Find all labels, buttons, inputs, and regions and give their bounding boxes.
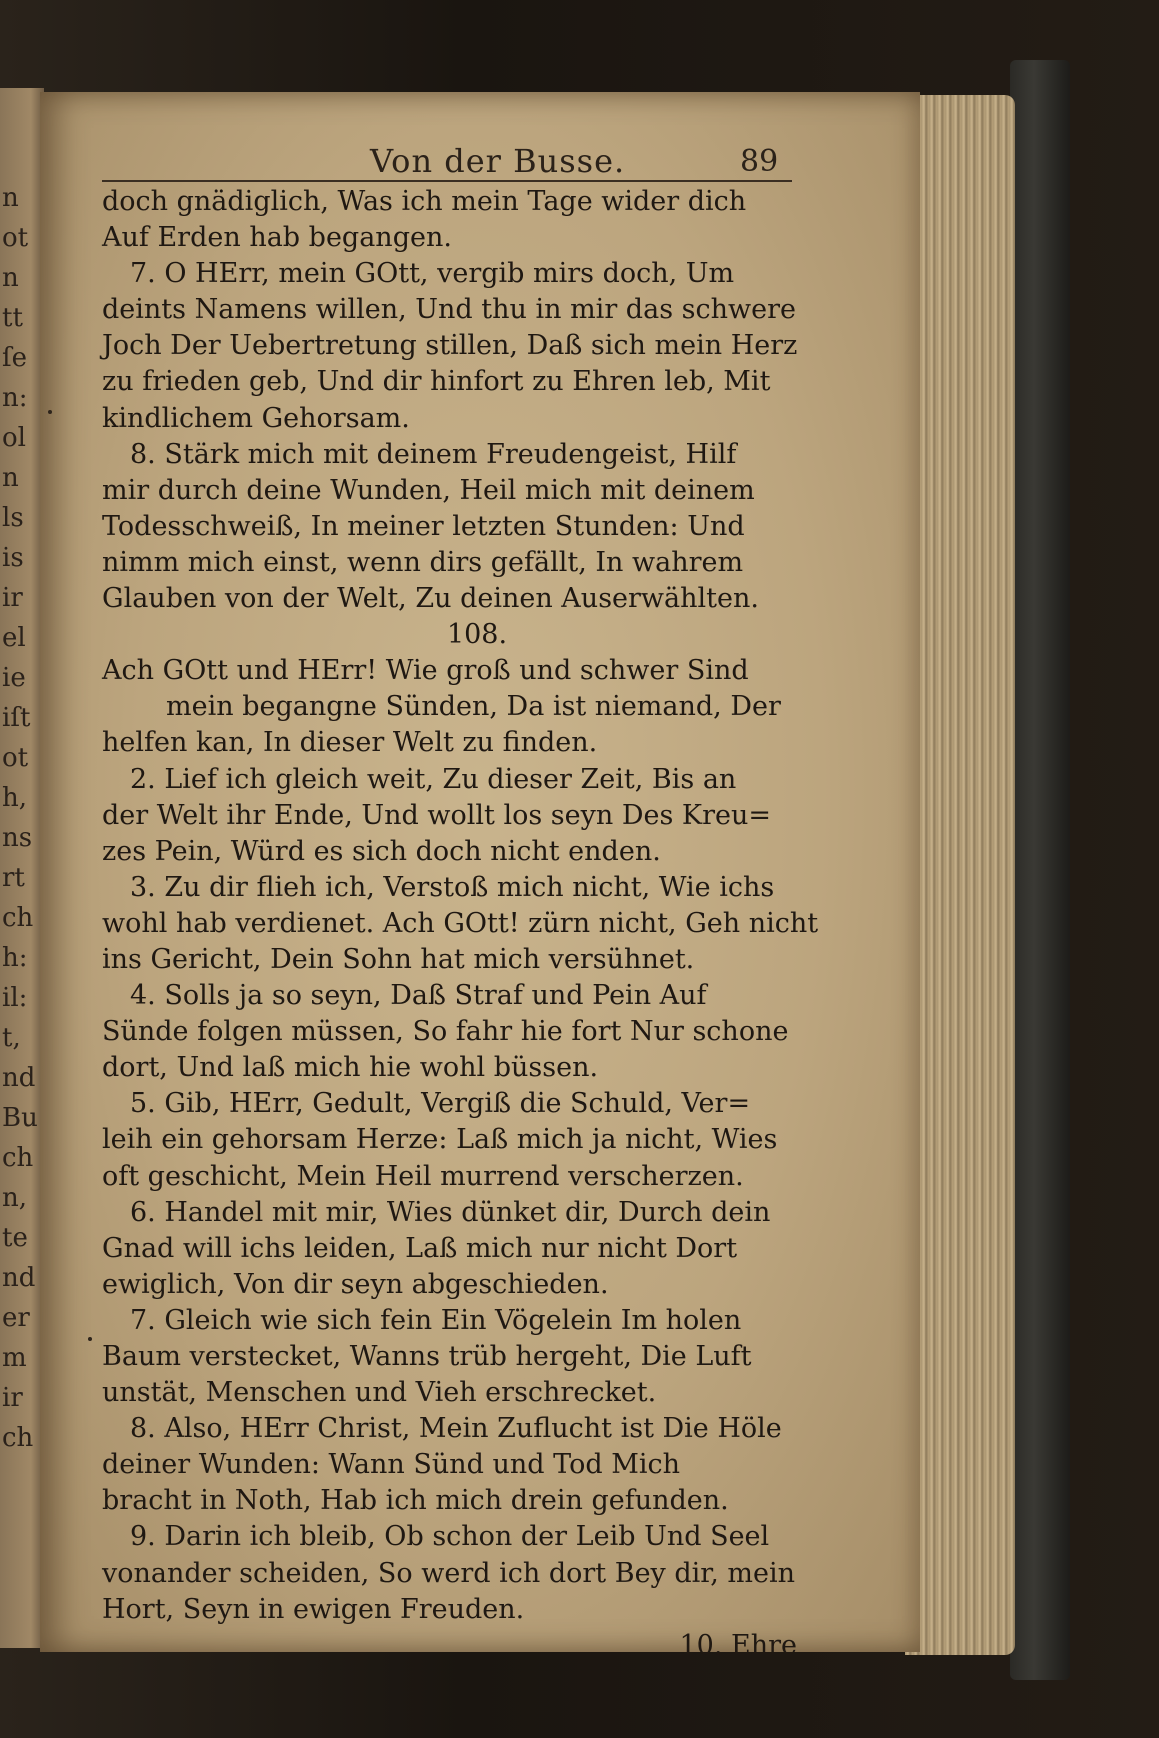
facing-page-letters: n xyxy=(2,263,19,293)
text-line: bracht in Noth, Hab ich mich drein gefunden. xyxy=(102,1485,729,1517)
ink-speck xyxy=(48,410,52,414)
facing-page-letters: n xyxy=(2,183,19,213)
facing-page-letters: ir xyxy=(2,583,23,613)
facing-page-letters: te xyxy=(2,1223,28,1253)
text-line: 3. Zu dir flieh ich, Verstoß mich nicht, Wie ichs xyxy=(130,871,775,903)
text-line: Ach GOtt und HErr! Wie groß und schwer Sind xyxy=(102,655,749,687)
facing-page-letters: is xyxy=(2,543,24,573)
facing-page-letters: el xyxy=(2,623,26,653)
page-number: 89 xyxy=(740,144,779,179)
hymn-text xyxy=(102,184,852,1664)
facing-page-letters: m xyxy=(2,1343,27,1373)
facing-page-letters: n, xyxy=(2,1183,28,1213)
running-head: Von der Busse. xyxy=(370,142,626,180)
text-line: ewiglich, Von dir seyn abgeschieden. xyxy=(102,1268,609,1300)
facing-page-letters: tt xyxy=(2,303,23,333)
text-line: Baum verstecket, Wanns trüb hergeht, Die Luft xyxy=(102,1341,752,1372)
page-edges xyxy=(905,95,1015,1655)
text-line: Auf Erden hab begangen. xyxy=(102,222,452,254)
facing-page-letters: ch xyxy=(2,903,34,933)
facing-page-letters: ir xyxy=(2,1383,23,1413)
facing-page-letters: iſt xyxy=(2,703,31,733)
facing-page-letters: ol xyxy=(2,423,26,453)
facing-page-letters: ot xyxy=(2,743,29,773)
text-line: helfen kan, In dieser Welt zu finden. xyxy=(102,727,598,759)
text-line: unstät, Menschen und Vieh erschrecket. xyxy=(102,1377,657,1409)
facing-page-letters: nd xyxy=(2,1263,36,1293)
text-line: deints Namens willen, Und thu in mir das schwere xyxy=(102,294,796,326)
text-line: mein begangne Sünden, Da ist niemand, Der xyxy=(166,691,781,723)
text-line: 9. Darin ich bleib, Ob schon der Leib Und Seel xyxy=(130,1521,770,1553)
text-line: Sünde folgen müssen, So fahr hie fort Nur schone xyxy=(102,1016,789,1048)
text-line: nimm mich einst, wenn dirs gefällt, In wahrem xyxy=(102,546,744,578)
text-line: 2. Lief ich gleich weit, Zu dieser Zeit, Bis an xyxy=(130,763,737,795)
facing-page-letters: n xyxy=(2,463,19,493)
hymn-number: 108. xyxy=(446,619,508,651)
text-line: 4. Solls ja so seyn, Daß Straf und Pein Auf xyxy=(130,980,707,1012)
facing-page-letters: ie xyxy=(2,663,26,693)
text-line: Joch Der Uebertretung stillen, Daß sich mein Herz xyxy=(102,330,798,362)
text-line: leih ein gehorsam Herze: Laß mich ja nicht, Wies xyxy=(102,1124,778,1156)
text-line: 8. Stärk mich mit deinem Freudengeist, Hilf xyxy=(130,438,737,470)
text-line: zes Pein, Würd es sich doch nicht enden. xyxy=(102,835,661,867)
book-page xyxy=(40,92,920,1661)
facing-page-letters: Bu xyxy=(2,1103,38,1133)
header-rule xyxy=(102,180,792,182)
text-line: deiner Wunden: Wann Sünd und Tod Mich xyxy=(102,1449,680,1481)
text-line: doch gnädiglich, Was ich mein Tage wider dich xyxy=(102,186,747,217)
text-line: 6. Handel mit mir, Wies dünket dir, Durch dein xyxy=(130,1196,771,1228)
facing-page-letters: ot xyxy=(2,223,29,253)
facing-page-letters: nd xyxy=(2,1063,36,1093)
text-line: kindlichem Gehorsam. xyxy=(102,402,410,434)
text-line: 7. O HErr, mein GOtt, vergib mirs doch, Um xyxy=(130,258,735,290)
text-line: zu frieden geb, Und dir hinfort zu Ehren leb, Mit xyxy=(102,366,771,398)
facing-page-letters: ns xyxy=(2,823,33,853)
facing-page-letters: h, xyxy=(2,783,28,813)
facing-page-letters: ls xyxy=(2,503,24,533)
text-line: 7. Gleich wie sich fein Ein Vögelein Im holen xyxy=(130,1304,742,1336)
facing-page-letters: il: xyxy=(2,983,28,1013)
text-line: Glauben von der Welt, Zu deinen Auserwählten. xyxy=(102,583,759,615)
facing-page-letters: h: xyxy=(2,943,28,973)
facing-page-letters: t, xyxy=(2,1023,21,1053)
catchword: 10. Ehre xyxy=(679,1629,797,1661)
facing-page-letters: er xyxy=(2,1303,30,1333)
text-line: 8. Also, HErr Christ, Mein Zuflucht ist Die Höle xyxy=(130,1413,782,1445)
facing-page-letters: rt xyxy=(2,863,25,893)
text-line: dort, Und laß mich hie wohl büssen. xyxy=(102,1052,599,1084)
text-line: 5. Gib, HErr, Gedult, Vergiß die Schuld, Ver= xyxy=(130,1088,751,1120)
text-line: oft geschicht, Mein Heil murrend verscherzen. xyxy=(102,1160,744,1192)
facing-page-fragment xyxy=(0,88,44,1648)
text-line: der Welt ihr Ende, Und wollt los seyn Des Kreu= xyxy=(102,799,771,831)
text-line: mir durch deine Wunden, Heil mich mit deinem xyxy=(102,474,755,506)
text-line: Hort, Seyn in ewigen Freuden. xyxy=(102,1593,525,1625)
text-line: Todesschweiß, In meiner letzten Stunden: Und xyxy=(102,510,745,542)
facing-page-letters: ch xyxy=(2,1423,34,1453)
book-cover-edge xyxy=(1010,60,1070,1680)
text-line: Gnad will ichs leiden, Laß mich nur nicht Dort xyxy=(102,1232,738,1264)
facing-page-letters: n: xyxy=(2,383,28,413)
text-line: wohl hab verdienet. Ach GOtt! zürn nicht, Geh nicht xyxy=(102,907,819,939)
facing-page-letters: ſe xyxy=(2,343,28,373)
text-line: ins Gericht, Dein Sohn hat mich versühnet. xyxy=(102,943,695,975)
text-line: vonander scheiden, So werd ich dort Bey dir, mein xyxy=(102,1557,796,1589)
facing-page-letters: ch xyxy=(2,1143,34,1173)
ink-speck xyxy=(88,1337,92,1341)
